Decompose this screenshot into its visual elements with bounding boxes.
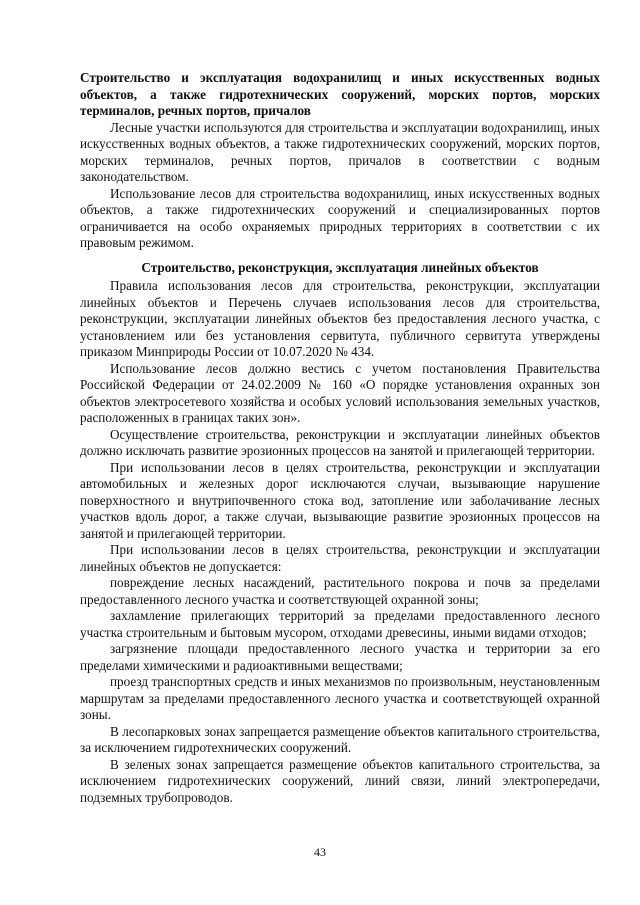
paragraph: При использовании лесов в целях строительства, реконструкции и эксплуатации автомобильных и железных дорог исключаются случаи, вызывающие нарушение поверхностного и внутрипочвенного стока вод, затопление или заболачивание лесных участков вдоль дорог, а также случаи, вызывающие развитие эрозионных процессов на занятой и прилегающей территории. — [80, 459, 600, 541]
paragraph: В лесопарковых зонах запрещается размещение объектов капитального строительства, за исключением гидротехнических сооружений. — [80, 723, 600, 756]
list-item: проезд транспортных средств и иных механизмов по произвольным, неустановленным маршрутам за пределами предоставленного лесного участка и соответствующей охранной зоны. — [80, 674, 600, 723]
paragraph: Использование лесов для строительства водохранилищ, иных искусственных водных объектов, а также гидротехнических сооружений и специализированных портов ограничивается на особо охраняемых природных территориях в соответствии с их правовым режимом. — [80, 185, 600, 251]
paragraph: При использовании лесов в целях строительства, реконструкции и эксплуатации линейных объектов не допускается: — [80, 542, 600, 574]
document-page — [80, 70, 600, 806]
paragraph: Правила использования лесов для строительства, реконструкции, эксплуатации линейных объектов и Перечень случаев использования лесов для строительства, реконструкции, эксплуатации линейных объектов без предоставления лесного участка, с установлением или без установления сервитута, публичного сервитута утверждены приказом Минприроды России от 10.07.2020 № 434. — [80, 278, 600, 360]
list-item: повреждение лесных насаждений, растительного покрова и почв за пределами предоставленного лесного участка и соответствующей охранной зоны; — [80, 575, 600, 607]
paragraph: Осуществление строительства, реконструкции и эксплуатации линейных объектов должно исключать развитие эрозионных процессов на занятой и прилегающей территории. — [80, 426, 600, 459]
list-item: загрязнение площади предоставленного лесного участка и территории за его пределами химическими и радиоактивными веществами; — [80, 641, 600, 673]
paragraph: Лесные участки используются для строительства и эксплуатации водохранилищ, иных искусственных водных объектов, а также гидротехнических сооружений, морских портов, морских терминалов, речных портов, причалов в соответствии с водным законодательством. — [80, 119, 600, 185]
section-heading-reservoirs: Строительство и эксплуатация водохранилищ и иных искусственных водных объектов, а также гидротехнических сооружений, морских портов, морских терминалов, речных портов, причалов — [80, 70, 600, 119]
section-heading-linear-objects: Строительство, реконструкция, эксплуатация линейных объектов — [141, 259, 539, 275]
list-item: захламление прилегающих территорий за пределами предоставленного лесного участка строительным и бытовым мусором, отходами древесины, иными видами отходов; — [80, 608, 600, 640]
page-number: 43 — [314, 845, 326, 859]
paragraph: Использование лесов должно вестись с учетом постановления Правительства Российской Федерации от 24.02.2009 № 160 «О порядке установления охранных зон объектов электросетевого хозяйства и особых условий использования земельных участков, расположенных в границах таких зон». — [80, 360, 600, 426]
paragraph: В зеленых зонах запрещается размещение объектов капитального строительства, за исключением гидротехнических сооружений, линий связи, линий электропередачи, подземных трубопроводов. — [80, 756, 600, 805]
